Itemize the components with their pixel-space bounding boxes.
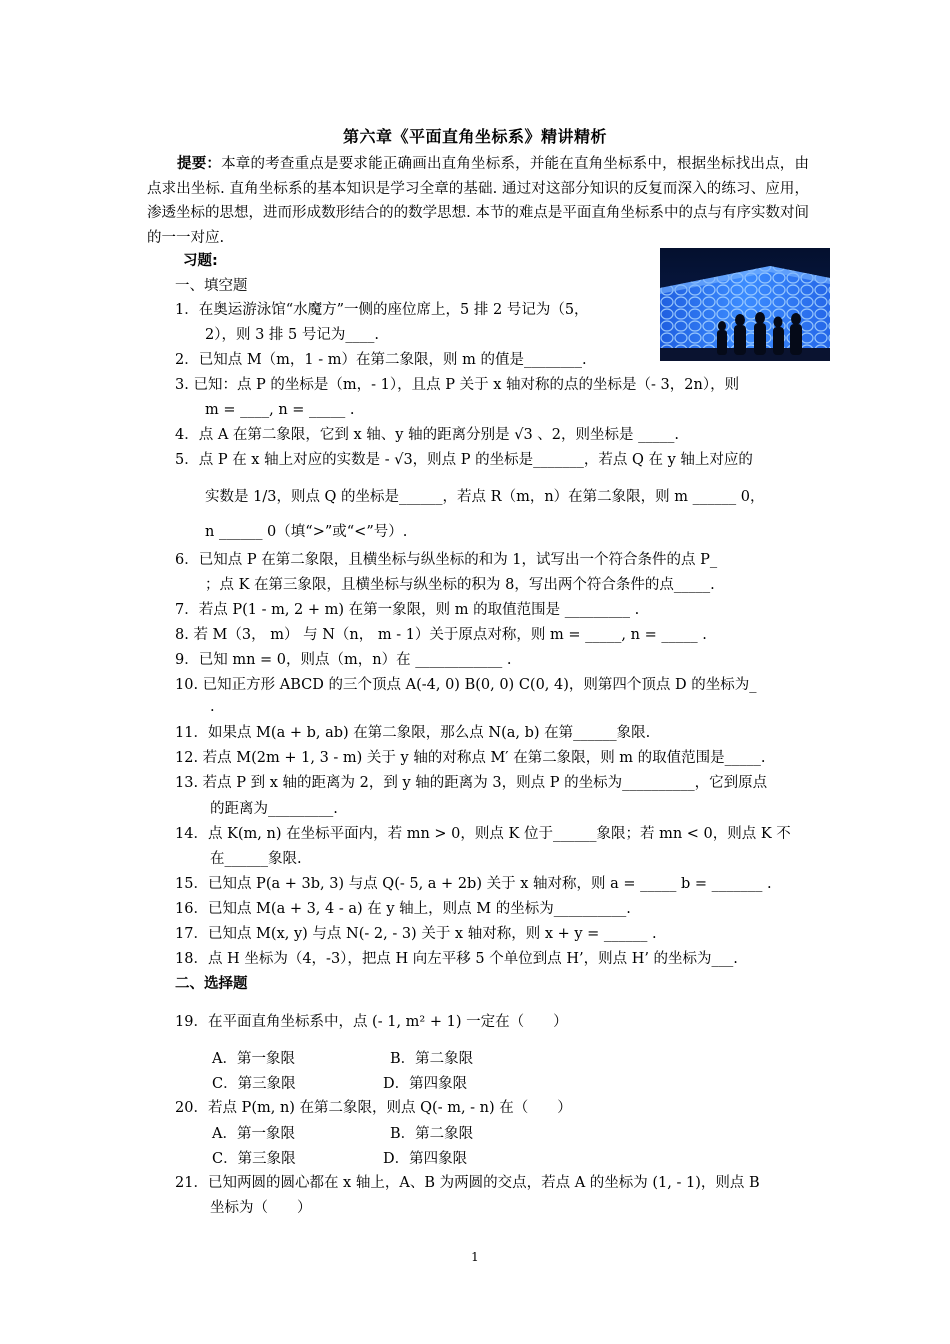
question-19: 19．在平面直角坐标系中，点 (- 1, m² + 1) 一定在（ ）: [175, 1014, 568, 1030]
question-13: 13. 若点 P 到 x 轴的距离为 2，到 y 轴的距离为 3，则点 P 的坐标为__________，它到原点: [175, 775, 768, 791]
question-13-cont: 的距离为_________.: [210, 801, 338, 817]
question-6-cont: ；点 K 在第三象限，且横坐标与纵坐标的积为 8，写出两个符合条件的点_____.: [205, 577, 715, 593]
section-fill-in-heading: 一、填空题: [175, 278, 248, 294]
q20-option-c: C．第三象限: [212, 1151, 296, 1167]
q19-option-a: A．第一象限: [212, 1051, 295, 1067]
page-number: 1: [471, 1250, 479, 1264]
q19-option-b: B．第二象限: [390, 1051, 474, 1067]
abstract-text: 本章的考查重点是要求能正确画出直角坐标系，并能在直角坐标系中，根据坐标找出点，由点求出坐标. 直角坐标系的基本知识是学习全章的基础. 通过对这部分知识的反复而深入的练习、应用，渗透坐标的思想，进而形成数形结合的的数学思想. 本节的难点是平面直角坐标系中的点与有序实数对间的一一对应.: [147, 156, 809, 246]
water-cube-photo: [660, 248, 830, 361]
page-title: 第六章《平面直角坐标系》精讲精析: [342, 127, 607, 146]
question-14: 14．点 K(m, n) 在坐标平面内，若 mn > 0，则点 K 位于______象限；若 mn < 0，则点 K 不: [175, 826, 791, 842]
question-1: 1．在奥运游泳馆“水魔方”一侧的座位席上，5 排 2 号记为（5，: [175, 302, 589, 318]
question-5-cont: 实数是 1/3，则点 Q 的坐标是______，若点 R（m，n）在第二象限，则 m ______ 0，: [205, 489, 765, 505]
question-15: 15．已知点 P(a + 3b, 3) 与点 Q(- 5, a + 2b) 关于 x 轴对称，则 a = _____ b = _______ .: [175, 876, 772, 892]
q20-option-a: A．第一象限: [212, 1126, 295, 1142]
question-10: 10. 已知正方形 ABCD 的三个顶点 A(-4, 0) B(0, 0) C(0, 4)，则第四个顶点 D 的坐标为_: [175, 677, 757, 693]
question-21: 21．已知两圆的圆心都在 x 轴上，A、B 为两圆的交点，若点 A 的坐标为 (1, - 1)，则点 B: [175, 1175, 760, 1191]
question-4: 4．点 A 在第二象限，它到 x 轴、y 轴的距离分别是 √3 、2，则坐标是 _____.: [175, 427, 679, 443]
question-10-cont: .: [210, 699, 215, 715]
question-11: 11．如果点 M(a + b, ab) 在第二象限，那么点 N(a, b) 在第______象限.: [175, 725, 651, 741]
question-2: 2．已知点 M（m，1 - m）在第二象限，则 m 的值是________.: [175, 352, 587, 368]
question-17: 17．已知点 M(x, y) 与点 N(- 2, - 3) 关于 x 轴对称，则 x + y = ______ .: [175, 926, 657, 942]
question-8: 8. 若 M（3， m） 与 N（n， m - 1）关于原点对称，则 m = _____, n = _____ .: [175, 627, 707, 643]
question-3: 3. 已知：点 P 的坐标是（m，- 1），且点 P 关于 x 轴对称的点的坐标是（- 3，2n），则: [175, 377, 740, 393]
question-3-cont: m = ____, n = _____ .: [205, 402, 355, 418]
question-5: 5．点 P 在 x 轴上对应的实数是 - √3，则点 P 的坐标是_______，若点 Q 在 y 轴上对应的: [175, 452, 753, 468]
question-20: 20．若点 P(m, n) 在第二象限，则点 Q(- m, - n) 在（ ）: [175, 1100, 572, 1116]
question-5-end: n ______ 0（填“>”或“<”号）.: [205, 524, 408, 540]
exercises-heading: 习题:: [183, 253, 218, 269]
question-7: 7．若点 P(1 - m, 2 + m) 在第一象限，则 m 的取值范围是 _________ .: [175, 602, 640, 618]
question-9: 9．已知 mn = 0，则点（m，n）在 ____________ .: [175, 652, 512, 668]
question-16: 16．已知点 M(a + 3, 4 - a) 在 y 轴上，则点 M 的坐标为__________.: [175, 901, 631, 917]
abstract-paragraph: [147, 152, 809, 250]
q19-option-d: D．第四象限: [383, 1076, 468, 1092]
question-1-cont: 2），则 3 排 5 号记为____.: [205, 327, 379, 343]
question-21-cont: 坐标为（ ）: [210, 1200, 312, 1216]
water-cube-image: [660, 248, 830, 361]
question-14-cont: 在______象限.: [210, 851, 302, 867]
q20-option-b: B．第二象限: [390, 1126, 474, 1142]
section-choice-heading: 二、选择题: [175, 976, 248, 992]
abstract-label: 提要：: [177, 156, 222, 172]
question-6: 6．已知点 P 在第二象限，且横坐标与纵坐标的和为 1，试写出一个符合条件的点 P_: [175, 552, 718, 568]
question-12: 12. 若点 M(2m + 1, 3 - m) 关于 y 轴的对称点 M′ 在第二象限，则 m 的取值范围是_____.: [175, 750, 766, 766]
q19-option-c: C．第三象限: [212, 1076, 296, 1092]
q20-option-d: D．第四象限: [383, 1151, 468, 1167]
question-18: 18．点 H 坐标为（4，-3），把点 H 向左平移 5 个单位到点 H’，则点 H’ 的坐标为___.: [175, 951, 738, 967]
